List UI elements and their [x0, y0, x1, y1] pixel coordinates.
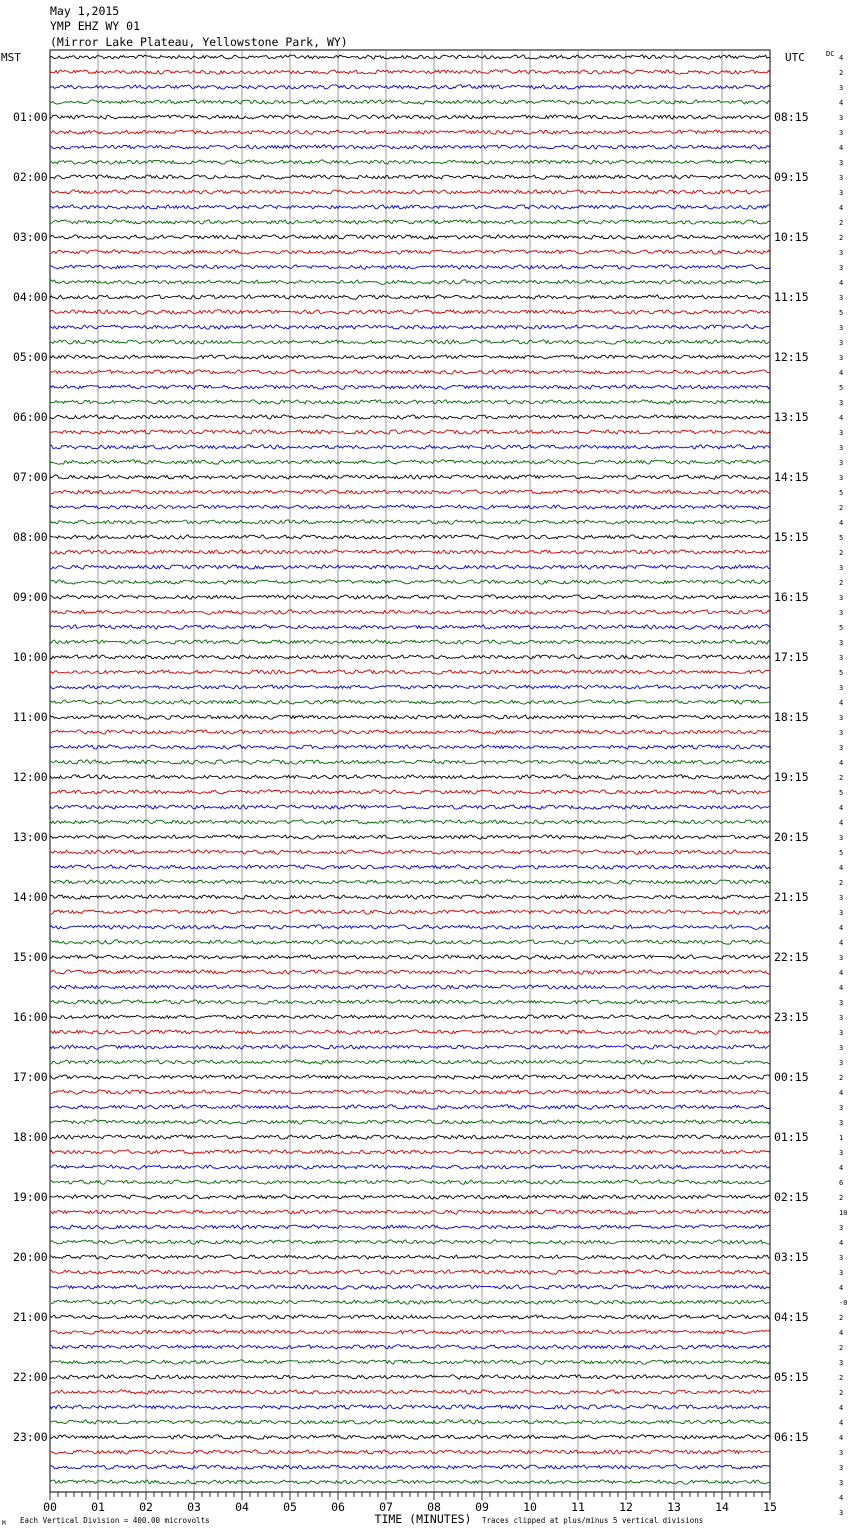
seismic-trace	[50, 1105, 770, 1110]
dc-value: 3	[839, 654, 844, 662]
seismic-trace	[50, 145, 770, 149]
x-tick-label: 09	[475, 1500, 489, 1514]
dc-value: 2	[839, 579, 844, 587]
seismic-trace	[50, 115, 770, 119]
dc-value: 5	[839, 309, 844, 317]
dc-value: 4	[839, 279, 844, 287]
seismic-trace	[50, 1045, 770, 1049]
dc-value: 2	[839, 1389, 844, 1397]
dc-value: 2	[839, 1314, 844, 1322]
seismic-trace	[50, 1360, 770, 1364]
left-time-label: 01:00	[13, 110, 48, 124]
dc-value: 3	[839, 129, 844, 137]
seismic-trace	[50, 205, 770, 209]
seismic-trace	[50, 250, 770, 254]
dc-value: 4	[839, 519, 844, 527]
x-tick-label: 01	[91, 1500, 105, 1514]
seismic-trace	[50, 910, 770, 914]
seismic-trace	[50, 1210, 770, 1214]
dc-value: 3	[839, 744, 844, 752]
dc-value: 2	[839, 1074, 844, 1082]
right-time-label: 02:15	[774, 1190, 809, 1204]
x-tick-label: 03	[187, 1500, 201, 1514]
left-time-label: 02:00	[13, 170, 48, 184]
seismic-trace	[50, 775, 770, 780]
dc-value: 2	[839, 774, 844, 782]
x-tick-label: 10	[523, 1500, 537, 1514]
seismic-trace	[50, 190, 770, 194]
seismic-trace	[50, 1150, 770, 1154]
right-time-label: 03:15	[774, 1250, 809, 1264]
seismic-trace	[50, 700, 770, 704]
seismic-trace	[50, 610, 770, 614]
seismic-trace	[50, 835, 770, 839]
seismic-trace	[50, 535, 770, 539]
seismic-trace	[50, 1330, 770, 1334]
seismic-trace	[50, 715, 770, 719]
dc-value: 3	[839, 339, 844, 347]
seismic-trace	[50, 1180, 770, 1184]
right-time-label: 13:15	[774, 410, 809, 424]
seismic-trace	[50, 640, 770, 644]
dc-value: 3	[839, 264, 844, 272]
left-time-label: 21:00	[13, 1310, 48, 1324]
seismic-trace	[50, 820, 770, 824]
dc-value: 3	[839, 1254, 844, 1262]
dc-value: 3	[839, 639, 844, 647]
seismic-trace	[50, 1420, 770, 1424]
right-time-label: 05:15	[774, 1370, 809, 1384]
x-tick-label: 14	[715, 1500, 729, 1514]
dc-value: 4	[839, 984, 844, 992]
seismic-trace	[50, 505, 770, 509]
dc-value: 4	[839, 1329, 844, 1337]
left-time-label: 15:00	[13, 950, 48, 964]
dc-value: 3	[839, 174, 844, 182]
left-time-label: 18:00	[13, 1130, 48, 1144]
left-time-label: 12:00	[13, 770, 48, 784]
footer-scale-note: Each Vertical Division = 400.00 microvolts	[20, 1516, 210, 1525]
right-time-label: 17:15	[774, 650, 809, 664]
left-time-label: 04:00	[13, 290, 48, 304]
traces	[50, 55, 770, 1484]
left-time-label: 07:00	[13, 470, 48, 484]
dc-value: 3	[839, 714, 844, 722]
left-time-label: 05:00	[13, 350, 48, 364]
dc-value: 3	[839, 189, 844, 197]
seismic-trace	[50, 310, 770, 315]
dc-value: 6	[839, 1179, 844, 1187]
left-time-label: 14:00	[13, 890, 48, 904]
dc-value: 2	[839, 69, 844, 77]
dc-value: 3	[839, 1149, 844, 1157]
dc-value: 4	[839, 144, 844, 152]
x-axis-label: TIME (MINUTES)	[374, 1512, 472, 1526]
seismic-trace	[50, 490, 770, 494]
x-tick-label: 12	[619, 1500, 633, 1514]
dc-value: 3	[839, 1224, 844, 1232]
right-time-label: 23:15	[774, 1010, 809, 1024]
seismic-trace	[50, 460, 770, 464]
seismic-trace	[50, 1375, 770, 1379]
dc-value: 4	[839, 414, 844, 422]
footer-clip-note: Traces clipped at plus/minus 5 vertical divisions	[482, 1516, 704, 1525]
dc-value: 5	[839, 534, 844, 542]
dc-value: 3	[839, 834, 844, 842]
right-time-label: 15:15	[774, 530, 809, 544]
seismic-trace	[50, 1300, 770, 1304]
seismic-trace	[50, 850, 770, 854]
dc-value: 2	[839, 879, 844, 887]
dc-value: 3	[839, 729, 844, 737]
dc-value: 3	[839, 1449, 844, 1457]
dc-value: 3	[839, 894, 844, 902]
seismic-trace	[50, 1120, 770, 1124]
dc-value: -0	[839, 1299, 848, 1307]
seismic-trace	[50, 1225, 770, 1229]
right-time-label: 04:15	[774, 1310, 809, 1324]
dc-value: 3	[839, 609, 844, 617]
dc-value: 2	[839, 549, 844, 557]
seismic-trace	[50, 985, 770, 989]
right-time-label: 21:15	[774, 890, 809, 904]
seismic-trace	[50, 745, 770, 749]
dc-value: 3	[839, 249, 844, 257]
dc-value: 1	[839, 1134, 844, 1142]
seismic-trace	[50, 355, 770, 359]
right-time-label: 08:15	[774, 110, 809, 124]
seismic-trace	[50, 1450, 770, 1454]
right-time-label: 22:15	[774, 950, 809, 964]
dc-value: 4	[839, 864, 844, 872]
seismic-trace	[50, 580, 770, 584]
dc-value: 2	[839, 234, 844, 242]
seismic-trace	[50, 1015, 770, 1019]
seismic-trace	[50, 475, 770, 479]
seismic-trace	[50, 865, 770, 869]
dc-value: 2	[839, 1194, 844, 1202]
dc-value: 4	[839, 1434, 844, 1442]
dc-value: 4	[839, 804, 844, 812]
dc-value: 4	[839, 939, 844, 947]
dc-value: 4	[839, 1164, 844, 1172]
dc-value: 3	[839, 1509, 844, 1517]
seismic-trace	[50, 880, 770, 884]
seismic-trace	[50, 1405, 770, 1409]
x-tick-label: 05	[283, 1500, 297, 1514]
dc-value: 4	[839, 819, 844, 827]
seismic-trace	[50, 100, 770, 104]
seismic-trace	[50, 1390, 770, 1394]
dc-value: 5	[839, 789, 844, 797]
dc-value: 3	[839, 399, 844, 407]
left-time-label: 19:00	[13, 1190, 48, 1204]
seismic-trace	[50, 415, 770, 419]
seismic-trace	[50, 265, 770, 269]
seismic-trace	[50, 1435, 770, 1440]
seismic-trace	[50, 1285, 770, 1290]
dc-value: 3	[839, 1029, 844, 1037]
dc-value: 3	[839, 294, 844, 302]
x-tick-label: 15	[763, 1500, 777, 1514]
seismic-trace	[50, 175, 770, 179]
right-time-label: 01:15	[774, 1130, 809, 1144]
x-tick-label: 08	[427, 1500, 441, 1514]
x-tick-label: 04	[235, 1500, 249, 1514]
dc-value: 3	[839, 1104, 844, 1112]
x-tick-label: 02	[139, 1500, 153, 1514]
seismic-trace	[50, 1255, 770, 1259]
seismic-trace	[50, 130, 770, 134]
left-time-label: 13:00	[13, 830, 48, 844]
seismic-trace	[50, 430, 770, 434]
dc-value: 4	[839, 1404, 844, 1412]
dc-value: 4	[839, 924, 844, 932]
footer-mark: M	[2, 1520, 6, 1527]
dc-value: 3	[839, 444, 844, 452]
right-time-label: 14:15	[774, 470, 809, 484]
dc-value: 3	[839, 1359, 844, 1367]
seismic-trace	[50, 1345, 770, 1349]
dc-value: 3	[839, 1014, 844, 1022]
dc-value: 3	[839, 354, 844, 362]
dc-value: 3	[839, 1479, 844, 1487]
seismic-trace	[50, 565, 770, 569]
dc-value: 5	[839, 384, 844, 392]
left-time-label: 09:00	[13, 590, 48, 604]
seismic-trace	[50, 235, 770, 239]
seismic-trace	[50, 340, 770, 344]
dc-value: 3	[839, 594, 844, 602]
x-tick-label: 13	[667, 1500, 681, 1514]
seismic-trace	[50, 55, 770, 59]
left-time-label: 11:00	[13, 710, 48, 724]
labels	[1, 50, 847, 1527]
left-time-label: 10:00	[13, 650, 48, 664]
seismic-trace	[50, 325, 770, 329]
left-time-label: 16:00	[13, 1010, 48, 1024]
seismic-trace	[50, 1090, 770, 1094]
seismic-trace	[50, 1000, 770, 1004]
dc-value: 4	[839, 1284, 844, 1292]
seismic-trace	[50, 1060, 770, 1064]
left-time-label: 20:00	[13, 1250, 48, 1264]
dc-value: 3	[839, 954, 844, 962]
seismic-trace	[50, 805, 770, 809]
chart-location: (Mirror Lake Plateau, Yellowstone Park, WY)	[50, 34, 348, 49]
right-time-label: 12:15	[774, 350, 809, 364]
dc-value: 2	[839, 1344, 844, 1352]
right-time-label: 10:15	[774, 230, 809, 244]
dc-value: 3	[839, 159, 844, 167]
seismic-trace	[50, 1165, 770, 1169]
seismic-trace	[50, 370, 770, 374]
dc-value: 3	[839, 1119, 844, 1127]
seismic-trace	[50, 1195, 770, 1199]
dc-value: 3	[839, 564, 844, 572]
seismic-trace	[50, 790, 770, 794]
right-time-label: 16:15	[774, 590, 809, 604]
chart-station: YMP EHZ WY 01	[50, 19, 141, 34]
dc-label: DC	[826, 50, 835, 58]
dc-value: 3	[839, 429, 844, 437]
left-axis-title: MST	[1, 51, 21, 64]
dc-value: 4	[839, 369, 844, 377]
seismic-trace	[50, 595, 770, 599]
dc-value: 4	[839, 1089, 844, 1097]
seismic-trace	[50, 1465, 770, 1469]
dc-value: 5	[839, 624, 844, 632]
dc-value: 5	[839, 669, 844, 677]
right-time-label: 19:15	[774, 770, 809, 784]
seismic-trace	[50, 160, 770, 164]
seismic-trace	[50, 550, 770, 554]
seismic-trace	[50, 1135, 770, 1139]
right-time-label: 20:15	[774, 830, 809, 844]
dc-value: 4	[839, 759, 844, 767]
seismic-trace	[50, 445, 770, 449]
right-time-label: 06:15	[774, 1430, 809, 1444]
dc-value: 5	[839, 489, 844, 497]
seismic-trace	[50, 520, 770, 524]
seismic-trace	[50, 1270, 770, 1274]
seismic-trace	[50, 670, 770, 674]
left-time-label: 06:00	[13, 410, 48, 424]
dc-value: 3	[839, 324, 844, 332]
dc-value: 3	[839, 459, 844, 467]
dc-value: 4	[839, 1239, 844, 1247]
dc-value: 2	[839, 219, 844, 227]
dc-value: 3	[839, 684, 844, 692]
seismic-trace	[50, 955, 770, 960]
seismic-trace	[50, 1480, 770, 1484]
left-time-label: 17:00	[13, 1070, 48, 1084]
seismic-trace	[50, 220, 770, 224]
seismic-trace	[50, 1075, 770, 1079]
x-tick-label: 07	[379, 1500, 393, 1514]
left-time-label: 23:00	[13, 1430, 48, 1444]
seismic-trace	[50, 1030, 770, 1034]
seismic-trace	[50, 925, 770, 929]
dc-value: 3	[839, 1044, 844, 1052]
left-time-label: 22:00	[13, 1370, 48, 1384]
dc-value: 3	[839, 114, 844, 122]
dc-value: 4	[839, 204, 844, 212]
left-time-label: 03:00	[13, 230, 48, 244]
dc-value: 4	[839, 1494, 844, 1502]
seismic-trace	[50, 940, 770, 944]
right-time-label: 00:15	[774, 1070, 809, 1084]
right-axis-title: UTC	[785, 51, 805, 64]
dc-value: 4	[839, 699, 844, 707]
seismic-trace	[50, 730, 770, 734]
dc-value: 4	[839, 1419, 844, 1427]
seismic-trace	[50, 760, 770, 764]
seismic-trace	[50, 85, 770, 89]
dc-value: 3	[839, 999, 844, 1007]
seismic-trace	[50, 970, 770, 974]
right-time-label: 18:15	[774, 710, 809, 724]
seismic-trace	[50, 280, 770, 284]
dc-value: 4	[839, 54, 844, 62]
seismic-trace	[50, 655, 770, 659]
right-time-label: 11:15	[774, 290, 809, 304]
dc-value: 4	[839, 99, 844, 107]
dc-value: 3	[839, 1269, 844, 1277]
seismic-trace	[50, 1315, 770, 1319]
seismic-trace	[50, 685, 770, 689]
dc-value: 5	[839, 849, 844, 857]
dc-value: 3	[839, 84, 844, 92]
chart-date: May 1,2015	[50, 4, 120, 18]
dc-value: 3	[839, 1059, 844, 1067]
x-tick-label: 00	[43, 1500, 57, 1514]
seismic-trace	[50, 1240, 770, 1244]
dc-value: 3	[839, 474, 844, 482]
seismic-trace	[50, 895, 770, 899]
dc-value: 3	[839, 909, 844, 917]
left-time-label: 08:00	[13, 530, 48, 544]
seismic-trace	[50, 625, 770, 630]
dc-value: 3	[839, 1464, 844, 1472]
right-time-label: 09:15	[774, 170, 809, 184]
seismic-trace	[50, 295, 770, 299]
dc-value: 2	[839, 1374, 844, 1382]
seismic-trace	[50, 70, 770, 74]
x-tick-label: 06	[331, 1500, 345, 1514]
seismic-trace	[50, 385, 770, 389]
x-tick-label: 11	[571, 1500, 585, 1514]
dc-value: 2	[839, 504, 844, 512]
dc-value: 10	[839, 1209, 848, 1217]
seismic-trace	[50, 400, 770, 404]
dc-value: 4	[839, 969, 844, 977]
